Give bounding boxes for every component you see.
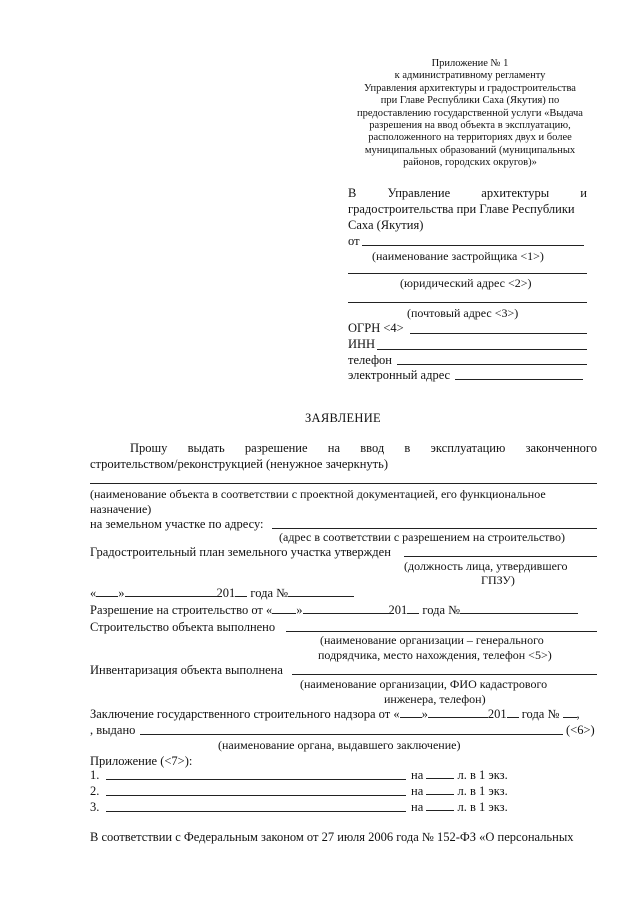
object-caption-2: назначение) [90, 502, 152, 516]
conclusion-month-field[interactable] [428, 707, 488, 718]
request-line-2: строительством/реконструкцией (ненужное зачеркнуть) [90, 457, 388, 471]
issued-ref: (<6>) [566, 723, 595, 737]
appendix-line: при Главе Республики Саха (Якутия) по [380, 95, 560, 107]
developer-caption: (наименование застройщика <1>) [372, 249, 544, 263]
attachment-pages: на л. в 1 экз. [411, 784, 508, 798]
attachment-row: 3. [90, 800, 100, 814]
appendix-line: муниципальных образований (муниципальных [364, 144, 576, 156]
addressee-line-2: градостроительства при Главе Республики [348, 202, 575, 216]
gpzu-label: Градостроительный план земельного участка утвержден [90, 545, 391, 559]
conclusion-line: Заключение государственного строительного надзора от « » 201 года № , [90, 707, 580, 721]
object-caption-1: (наименование объекта в соответствии с проектной документацией, его функциональное [90, 487, 546, 501]
permit-line: Разрешение на строительство от « » 201 года № [90, 603, 578, 618]
attachment-pages: на л. в 1 экз. [411, 768, 508, 782]
permit-month-field[interactable] [303, 603, 389, 614]
issued-field[interactable] [140, 734, 563, 735]
attachment-row: 2. [90, 784, 100, 798]
appendix-line: расположенного на территориях двух и более [368, 132, 572, 144]
conclusion-year-field[interactable] [507, 707, 519, 718]
inventory-caption-1: (наименование организации, ФИО кадастрового [300, 677, 548, 691]
legal-address-field[interactable] [348, 273, 587, 274]
inventory-label: Инвентаризация объекта выполнена [90, 663, 283, 677]
postal-address-field[interactable] [348, 302, 587, 303]
inn-label: ИНН [348, 337, 376, 351]
legal-address-caption: (юридический адрес <2>) [400, 276, 532, 290]
addressee-line-3: Саха (Якутия) [348, 218, 424, 232]
gpzu-official-field[interactable] [404, 556, 597, 557]
appendix-line: к административному регламенту [394, 70, 546, 82]
from-label: от [348, 234, 360, 248]
land-label: на земельном участке по адресу: [90, 517, 264, 531]
law-text: В соответствии с Федеральным законом от 27 июля 2006 года № 152-ФЗ «О персональных [90, 830, 574, 844]
addressee-to-line: В Управление архитектуры и [348, 186, 587, 200]
attachment-name-field[interactable] [106, 811, 406, 812]
email-label: электронный адрес [348, 368, 451, 382]
developer-field[interactable] [362, 245, 584, 246]
attachment-row: 1. [90, 768, 100, 782]
year-field[interactable] [235, 586, 247, 597]
ogrn-field[interactable] [410, 333, 587, 334]
gpzu-date-line: « » 201 года № [90, 586, 354, 601]
attachment-pages-field[interactable] [426, 800, 454, 811]
appendix-line: предоставлению государственной услуги «Выдача [357, 107, 583, 119]
appendix-line: разрешения на ввод объекта в эксплуатацию, [369, 120, 571, 132]
appendix-line: Приложение № 1 [431, 58, 509, 69]
request-line-1: Прошу выдать разрешение на ввод в эксплуатацию законченного [130, 441, 597, 455]
conclusion-number-field[interactable] [563, 707, 577, 718]
appendix-line: Управления архитектуры и градостроительства [364, 82, 576, 94]
gpzu-number-field[interactable] [288, 586, 354, 597]
appendix-header [350, 58, 590, 170]
ogrn-label: ОГРН <4> [348, 321, 404, 335]
attachment-pages: на л. в 1 экз. [411, 800, 508, 814]
issued-label: , выдано [90, 723, 136, 737]
built-caption-1: (наименование организации – генерального [320, 633, 544, 647]
attachment-pages-field[interactable] [426, 784, 454, 795]
gpzu-caption-1: (должность лица, утвердившего [404, 559, 568, 573]
built-field[interactable] [286, 631, 597, 632]
day-field[interactable] [96, 586, 118, 597]
inventory-field[interactable] [292, 674, 597, 675]
phone-field[interactable] [397, 364, 587, 365]
inn-field[interactable] [377, 349, 587, 350]
appendix-line: районов, городских округов)» [403, 157, 537, 169]
attachment-name-field[interactable] [106, 795, 406, 796]
built-caption-2: подрядчика, место нахождения, телефон <5>) [318, 648, 552, 662]
built-label: Строительство объекта выполнено [90, 620, 276, 634]
permit-year-field[interactable] [407, 603, 419, 614]
issued-caption: (наименование органа, выдавшего заключение) [218, 738, 461, 752]
gpzu-caption-2: ГПЗУ) [481, 573, 515, 587]
email-field[interactable] [455, 379, 583, 380]
month-field[interactable] [125, 586, 217, 597]
land-caption: (адрес в соответствии с разрешением на строительство) [279, 530, 565, 544]
permit-day-field[interactable] [272, 603, 296, 614]
land-address-field[interactable] [272, 528, 597, 529]
attachment-name-field[interactable] [106, 779, 406, 780]
postal-address-caption: (почтовый адрес <3>) [407, 306, 519, 320]
inventory-caption-2: инженера, телефон) [384, 692, 486, 706]
attachments-label: Приложение (<7>): [90, 754, 193, 768]
document-title: ЗАЯВЛЕНИЕ [305, 411, 381, 425]
permit-number-field[interactable] [460, 603, 578, 614]
attachment-pages-field[interactable] [426, 768, 454, 779]
conclusion-day-field[interactable] [400, 707, 422, 718]
phone-label: телефон [348, 353, 392, 367]
object-name-field[interactable] [90, 483, 597, 484]
